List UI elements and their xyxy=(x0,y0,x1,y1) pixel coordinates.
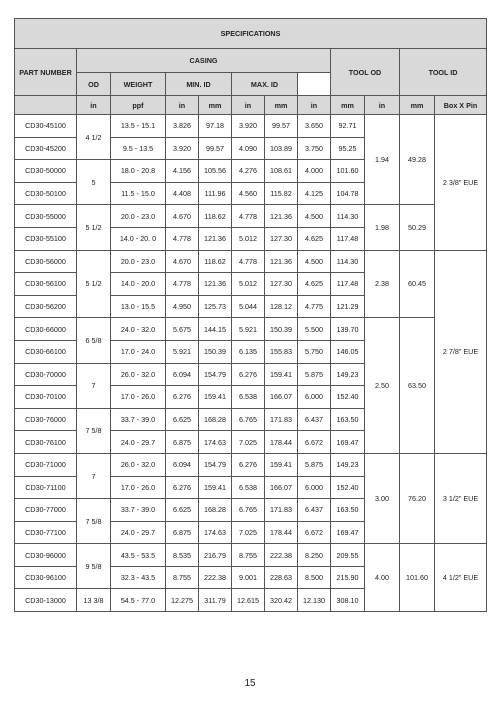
min-id-in-cell: 4.950 xyxy=(166,295,199,318)
tool-od-mm-cell: 169.47 xyxy=(331,521,365,544)
header-weight: WEIGHT xyxy=(111,73,166,96)
min-id-mm-cell: 222.38 xyxy=(199,566,232,589)
min-id-mm-cell: 174.63 xyxy=(199,521,232,544)
max-id-mm-cell: 155.83 xyxy=(265,340,298,363)
min-id-mm-cell: 105.56 xyxy=(199,160,232,183)
max-id-in-cell: 6.135 xyxy=(232,340,265,363)
tool-id-mm-cell: 60.45 xyxy=(400,250,435,318)
weight-cell: 33.7 - 39.0 xyxy=(111,408,166,431)
header-tool-od: TOOL OD xyxy=(331,49,400,96)
min-id-mm-cell: 174.63 xyxy=(199,431,232,454)
min-id-mm-cell: 125.73 xyxy=(199,295,232,318)
min-id-mm-cell: 216.79 xyxy=(199,544,232,567)
min-id-in-cell: 4.408 xyxy=(166,182,199,205)
tool-od-in-cell: 3.650 xyxy=(298,115,331,138)
tool-od-in-cell: 4.500 xyxy=(298,250,331,273)
weight-cell: 24.0 - 32.0 xyxy=(111,318,166,341)
unit-label: ppf xyxy=(111,96,166,115)
tool-od-in-cell: 6.437 xyxy=(298,499,331,522)
max-id-in-cell: 5.921 xyxy=(232,318,265,341)
tool-od-in-cell: 12.130 xyxy=(298,589,331,612)
max-id-in-cell: 6.276 xyxy=(232,453,265,476)
max-id-mm-cell: 228.63 xyxy=(265,566,298,589)
part-number-cell: CD30-77000 xyxy=(15,499,77,522)
min-id-mm-cell: 111.96 xyxy=(199,182,232,205)
weight-cell: 54.5 - 77.0 xyxy=(111,589,166,612)
max-id-in-cell: 4.276 xyxy=(232,160,265,183)
part-number-cell: CD30-56100 xyxy=(15,273,77,296)
tool-id-in-cell: 2.50 xyxy=(365,318,400,454)
tool-od-mm-cell: 139.70 xyxy=(331,318,365,341)
min-id-in-cell: 6.276 xyxy=(166,476,199,499)
tool-od-mm-cell: 95.25 xyxy=(331,137,365,160)
connection-cell: 3 1/2" EUE xyxy=(435,453,487,543)
tool-od-mm-cell: 117.48 xyxy=(331,227,365,250)
od-cell: 7 xyxy=(77,363,111,408)
tool-od-mm-cell: 215.90 xyxy=(331,566,365,589)
tool-od-mm-cell: 117.48 xyxy=(331,273,365,296)
weight-cell: 26.0 - 32.0 xyxy=(111,453,166,476)
tool-od-in-cell: 5.750 xyxy=(298,340,331,363)
max-id-mm-cell: 99.57 xyxy=(265,115,298,138)
header-min-id: MIN. ID xyxy=(166,73,232,96)
max-id-mm-cell: 150.39 xyxy=(265,318,298,341)
od-cell: 6 5/8 xyxy=(77,318,111,363)
part-number-cell: CD30-76000 xyxy=(15,408,77,431)
tool-od-in-cell: 5.875 xyxy=(298,453,331,476)
min-id-in-cell: 4.670 xyxy=(166,250,199,273)
table-row xyxy=(15,115,487,138)
part-number-cell: CD30-96100 xyxy=(15,566,77,589)
tool-od-mm-cell: 114.30 xyxy=(331,205,365,228)
min-id-mm-cell: 144.15 xyxy=(199,318,232,341)
tool-od-in-cell: 5.875 xyxy=(298,363,331,386)
max-id-in-cell: 6.276 xyxy=(232,363,265,386)
tool-od-in-cell: 6.000 xyxy=(298,476,331,499)
od-cell: 7 5/8 xyxy=(77,408,111,453)
tool-od-mm-cell: 149.23 xyxy=(331,453,365,476)
part-number-cell: CD30-70000 xyxy=(15,363,77,386)
part-number-cell: CD30-55000 xyxy=(15,205,77,228)
unit-label: mm xyxy=(400,96,435,115)
max-id-in-cell: 7.025 xyxy=(232,431,265,454)
tool-od-in-cell: 6.000 xyxy=(298,386,331,409)
unit-label: in xyxy=(298,96,331,115)
tool-id-mm-cell: 101.60 xyxy=(400,544,435,612)
max-id-in-cell: 6.765 xyxy=(232,499,265,522)
min-id-in-cell: 6.276 xyxy=(166,386,199,409)
tool-id-mm-cell: 63.50 xyxy=(400,318,435,454)
max-id-in-cell: 6.538 xyxy=(232,386,265,409)
min-id-mm-cell: 311.79 xyxy=(199,589,232,612)
tool-od-mm-cell: 149.23 xyxy=(331,363,365,386)
tool-od-mm-cell: 114.30 xyxy=(331,250,365,273)
max-id-in-cell: 4.778 xyxy=(232,250,265,273)
tool-od-mm-cell: 152.40 xyxy=(331,476,365,499)
tool-od-in-cell: 4.625 xyxy=(298,273,331,296)
weight-cell: 33.7 - 39.0 xyxy=(111,499,166,522)
tool-od-mm-cell: 121.29 xyxy=(331,295,365,318)
header-max-id: MAX. ID xyxy=(232,73,298,96)
unit-label: in xyxy=(232,96,265,115)
min-id-in-cell: 6.094 xyxy=(166,363,199,386)
unit-label: Box X Pin xyxy=(435,96,487,115)
min-id-in-cell: 8.535 xyxy=(166,544,199,567)
weight-cell: 20.0 - 23.0 xyxy=(111,205,166,228)
min-id-mm-cell: 97.18 xyxy=(199,115,232,138)
od-cell: 5 1/2 xyxy=(77,250,111,318)
tool-od-mm-cell: 169.47 xyxy=(331,431,365,454)
tool-od-mm-cell: 92.71 xyxy=(331,115,365,138)
min-id-in-cell: 6.875 xyxy=(166,431,199,454)
od-cell: 5 1/2 xyxy=(77,205,111,250)
min-id-mm-cell: 159.41 xyxy=(199,386,232,409)
unit-label: mm xyxy=(331,96,365,115)
max-id-in-cell: 4.090 xyxy=(232,137,265,160)
max-id-mm-cell: 166.07 xyxy=(265,476,298,499)
tool-od-mm-cell: 163.50 xyxy=(331,408,365,431)
max-id-mm-cell: 171.83 xyxy=(265,499,298,522)
part-number-cell: CD30-50000 xyxy=(15,160,77,183)
tool-id-in-cell: 3.00 xyxy=(365,453,400,543)
tool-id-mm-cell: 50.29 xyxy=(400,205,435,250)
max-id-mm-cell: 103.89 xyxy=(265,137,298,160)
tool-od-in-cell: 6.437 xyxy=(298,408,331,431)
header-part-number: PART NUMBER xyxy=(15,49,77,96)
min-id-in-cell: 6.875 xyxy=(166,521,199,544)
tool-od-in-cell: 8.500 xyxy=(298,566,331,589)
tool-od-mm-cell: 308.10 xyxy=(331,589,365,612)
min-id-in-cell: 5.921 xyxy=(166,340,199,363)
page-number: 15 xyxy=(244,678,256,689)
part-number-cell: CD30-55100 xyxy=(15,227,77,250)
min-id-in-cell: 4.156 xyxy=(166,160,199,183)
max-id-mm-cell: 127.30 xyxy=(265,227,298,250)
weight-cell: 13.0 - 15.5 xyxy=(111,295,166,318)
table-row xyxy=(15,453,487,476)
min-id-mm-cell: 118.62 xyxy=(199,205,232,228)
part-number-cell: CD30-70100 xyxy=(15,386,77,409)
max-id-mm-cell: 159.41 xyxy=(265,453,298,476)
max-id-in-cell: 8.755 xyxy=(232,544,265,567)
tool-od-in-cell: 6.672 xyxy=(298,521,331,544)
tool-od-mm-cell: 152.40 xyxy=(331,386,365,409)
min-id-in-cell: 4.778 xyxy=(166,273,199,296)
max-id-mm-cell: 128.12 xyxy=(265,295,298,318)
table-row xyxy=(15,205,487,228)
header-casing: CASING xyxy=(77,49,331,73)
weight-cell: 26.0 - 32.0 xyxy=(111,363,166,386)
max-id-mm-cell: 222.38 xyxy=(265,544,298,567)
tool-od-mm-cell: 209.55 xyxy=(331,544,365,567)
tool-od-mm-cell: 104.78 xyxy=(331,182,365,205)
tool-id-in-cell: 2.38 xyxy=(365,250,400,318)
weight-cell: 20.0 - 23.0 xyxy=(111,250,166,273)
min-id-in-cell: 12.275 xyxy=(166,589,199,612)
weight-cell: 18.0 - 20.8 xyxy=(111,160,166,183)
weight-cell: 9.5 - 13.5 xyxy=(111,137,166,160)
weight-cell: 14.0 - 20.0 xyxy=(111,273,166,296)
min-id-mm-cell: 150.39 xyxy=(199,340,232,363)
min-id-mm-cell: 168.28 xyxy=(199,499,232,522)
min-id-in-cell: 3.920 xyxy=(166,137,199,160)
max-id-in-cell: 5.012 xyxy=(232,273,265,296)
tool-od-mm-cell: 146.05 xyxy=(331,340,365,363)
part-number-cell: CD30-50100 xyxy=(15,182,77,205)
weight-cell: 17.0 - 24.0 xyxy=(111,340,166,363)
part-number-cell: CD30-71000 xyxy=(15,453,77,476)
tool-id-mm-cell: 76.20 xyxy=(400,453,435,543)
od-cell: 5 xyxy=(77,160,111,205)
max-id-in-cell: 6.538 xyxy=(232,476,265,499)
max-id-mm-cell: 166.07 xyxy=(265,386,298,409)
tool-od-in-cell: 4.775 xyxy=(298,295,331,318)
unit-label: in xyxy=(77,96,111,115)
table-row xyxy=(15,318,487,341)
tool-id-mm-cell: 49.28 xyxy=(400,115,435,205)
unit-label: mm xyxy=(265,96,298,115)
unit-label: in xyxy=(166,96,199,115)
unit-blank xyxy=(15,96,77,115)
max-id-mm-cell: 115.82 xyxy=(265,182,298,205)
min-id-mm-cell: 121.36 xyxy=(199,273,232,296)
min-id-in-cell: 3.826 xyxy=(166,115,199,138)
min-id-mm-cell: 168.28 xyxy=(199,408,232,431)
tool-od-in-cell: 4.000 xyxy=(298,160,331,183)
weight-cell: 17.0 - 26.0 xyxy=(111,386,166,409)
weight-cell: 43.5 - 53.5 xyxy=(111,544,166,567)
part-number-cell: CD30-77100 xyxy=(15,521,77,544)
min-id-mm-cell: 154.79 xyxy=(199,363,232,386)
weight-cell: 14.0 - 20. 0 xyxy=(111,227,166,250)
tool-od-mm-cell: 163.50 xyxy=(331,499,365,522)
max-id-in-cell: 3.920 xyxy=(232,115,265,138)
part-number-cell: CD30-45100 xyxy=(15,115,77,138)
min-id-mm-cell: 118.62 xyxy=(199,250,232,273)
tool-id-in-cell: 1.94 xyxy=(365,115,400,205)
min-id-mm-cell: 154.79 xyxy=(199,453,232,476)
min-id-in-cell: 5.675 xyxy=(166,318,199,341)
max-id-in-cell: 7.025 xyxy=(232,521,265,544)
max-id-mm-cell: 121.36 xyxy=(265,205,298,228)
part-number-cell: CD30-96000 xyxy=(15,544,77,567)
min-id-in-cell: 6.094 xyxy=(166,453,199,476)
header-tool-id: TOOL ID xyxy=(400,49,487,96)
unit-label: mm xyxy=(199,96,232,115)
part-number-cell: CD30-56200 xyxy=(15,295,77,318)
tool-od-in-cell: 4.500 xyxy=(298,205,331,228)
max-id-in-cell: 4.560 xyxy=(232,182,265,205)
weight-cell: 17.0 - 26.0 xyxy=(111,476,166,499)
part-number-cell: CD30-71100 xyxy=(15,476,77,499)
tool-od-in-cell: 8.250 xyxy=(298,544,331,567)
max-id-in-cell: 5.044 xyxy=(232,295,265,318)
tool-id-in-cell: 4.00 xyxy=(365,544,400,612)
max-id-mm-cell: 178.44 xyxy=(265,521,298,544)
tool-od-in-cell: 3.750 xyxy=(298,137,331,160)
part-number-cell: CD30-66100 xyxy=(15,340,77,363)
tool-od-mm-cell: 101.60 xyxy=(331,160,365,183)
part-number-cell: CD30-13000 xyxy=(15,589,77,612)
max-id-in-cell: 6.765 xyxy=(232,408,265,431)
weight-cell: 11.5 - 15.0 xyxy=(111,182,166,205)
min-id-mm-cell: 159.41 xyxy=(199,476,232,499)
max-id-mm-cell: 127.30 xyxy=(265,273,298,296)
od-cell: 7 xyxy=(77,453,111,498)
weight-cell: 24.0 - 29.7 xyxy=(111,521,166,544)
unit-label: in xyxy=(365,96,400,115)
min-id-in-cell: 8.755 xyxy=(166,566,199,589)
weight-cell: 13.5 - 15.1 xyxy=(111,115,166,138)
max-id-mm-cell: 171.83 xyxy=(265,408,298,431)
od-cell: 4 1/2 xyxy=(77,115,111,160)
part-number-cell: CD30-56000 xyxy=(15,250,77,273)
max-id-mm-cell: 159.41 xyxy=(265,363,298,386)
max-id-mm-cell: 108.61 xyxy=(265,160,298,183)
min-id-in-cell: 6.625 xyxy=(166,499,199,522)
connection-cell: 2 7/8" EUE xyxy=(435,250,487,453)
max-id-mm-cell: 178.44 xyxy=(265,431,298,454)
max-id-mm-cell: 121.36 xyxy=(265,250,298,273)
tool-od-in-cell: 6.672 xyxy=(298,431,331,454)
od-cell: 9 5/8 xyxy=(77,544,111,589)
max-id-mm-cell: 320.42 xyxy=(265,589,298,612)
weight-cell: 24.0 - 29.7 xyxy=(111,431,166,454)
max-id-in-cell: 12.615 xyxy=(232,589,265,612)
min-id-in-cell: 6.625 xyxy=(166,408,199,431)
od-cell: 13 3/8 xyxy=(77,589,111,612)
min-id-in-cell: 4.778 xyxy=(166,227,199,250)
header-od: OD xyxy=(77,73,111,96)
specifications-table xyxy=(14,18,487,612)
connection-cell: 2 3/8" EUE xyxy=(435,115,487,251)
od-cell: 7 5/8 xyxy=(77,499,111,544)
max-id-in-cell: 5.012 xyxy=(232,227,265,250)
weight-cell: 32.3 - 43.5 xyxy=(111,566,166,589)
tool-od-in-cell: 5.500 xyxy=(298,318,331,341)
part-number-cell: CD30-66000 xyxy=(15,318,77,341)
table-title: SPECIFICATIONS xyxy=(15,19,487,49)
connection-cell: 4 1/2" EUE xyxy=(435,544,487,612)
table-row xyxy=(15,544,487,567)
min-id-mm-cell: 121.36 xyxy=(199,227,232,250)
tool-id-in-cell: 1.98 xyxy=(365,205,400,250)
table-body xyxy=(15,115,487,612)
part-number-cell: CD30-76100 xyxy=(15,431,77,454)
max-id-in-cell: 4.778 xyxy=(232,205,265,228)
min-id-in-cell: 4.670 xyxy=(166,205,199,228)
tool-od-in-cell: 4.125 xyxy=(298,182,331,205)
units-row xyxy=(15,96,487,115)
part-number-cell: CD30-45200 xyxy=(15,137,77,160)
max-id-in-cell: 9.001 xyxy=(232,566,265,589)
min-id-mm-cell: 99.57 xyxy=(199,137,232,160)
table-row xyxy=(15,250,487,273)
tool-od-in-cell: 4.625 xyxy=(298,227,331,250)
